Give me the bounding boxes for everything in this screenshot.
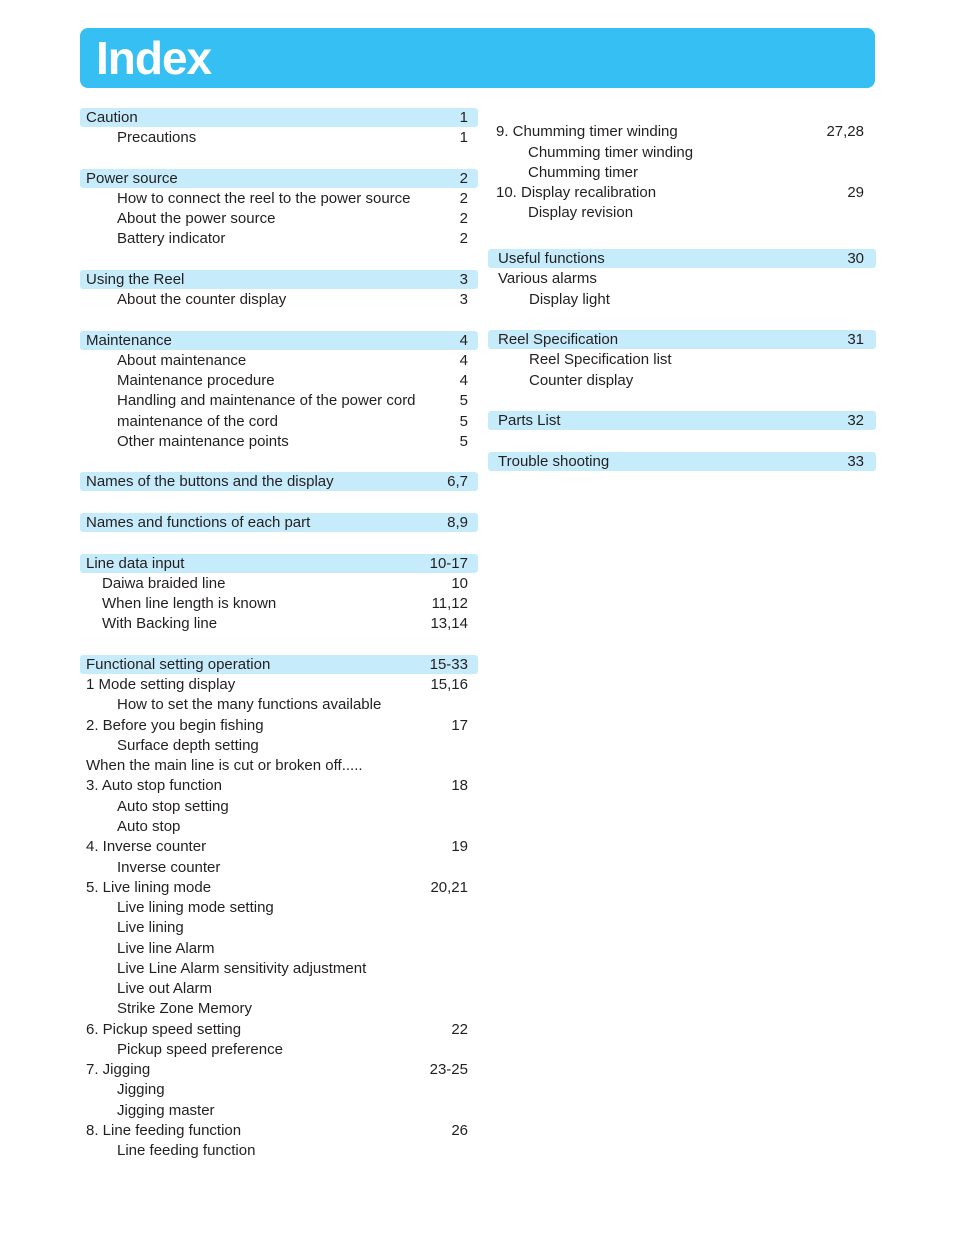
index-entry — [80, 351, 478, 370]
index-entry — [80, 614, 478, 633]
entry-label: 5. Live lining mode — [86, 879, 212, 896]
index-section-header — [80, 331, 478, 350]
entry-page-number: 26 — [451, 1122, 468, 1139]
index-entry — [80, 371, 478, 390]
entry-label: Line feeding function — [117, 1142, 256, 1159]
index-entry — [80, 432, 478, 451]
entry-label: Display light — [529, 291, 610, 308]
entry-label: About maintenance — [117, 352, 247, 369]
entry-page-number: 4 — [459, 372, 468, 389]
index-entry — [80, 594, 478, 613]
index-section-header — [80, 513, 478, 532]
index-entry — [488, 269, 876, 288]
index-section-header — [488, 411, 876, 430]
entry-page-number: 20,21 — [430, 879, 468, 896]
entry-label: Jigging — [117, 1081, 165, 1098]
entry-label: Names and functions of each part — [86, 514, 311, 531]
index-entry — [80, 898, 478, 917]
entry-page-number: 18 — [451, 777, 468, 794]
index-section-header — [488, 330, 876, 349]
entry-label: Counter display — [529, 372, 634, 389]
index-entry — [488, 183, 876, 202]
entry-page-number: 6,7 — [447, 473, 468, 490]
entry-label: Pickup speed preference — [117, 1041, 283, 1058]
index-section-header — [488, 249, 876, 268]
entry-label: Live Line Alarm sensitivity adjustment — [117, 960, 367, 977]
index-section-header — [80, 472, 478, 491]
entry-label: With Backing line — [102, 615, 218, 632]
entry-label: Useful functions — [498, 250, 605, 267]
index-entry — [80, 999, 478, 1018]
entry-label: Reel Specification — [498, 331, 619, 348]
index-entry — [80, 412, 478, 431]
entry-label: 9. Chumming timer winding — [496, 123, 678, 140]
entry-label: Maintenance — [86, 332, 172, 349]
entry-label: 3. Auto stop function — [86, 777, 222, 794]
entry-label: How to set the many functions available — [117, 696, 382, 713]
entry-page-number: 31 — [847, 331, 864, 348]
entry-page-number: 27,28 — [826, 123, 864, 140]
index-entry — [488, 122, 876, 141]
entry-page-number: 1 — [459, 109, 468, 126]
entry-label: Parts List — [498, 412, 561, 429]
index-entry — [488, 143, 876, 162]
entry-page-number: 32 — [847, 412, 864, 429]
index-entry — [80, 290, 478, 309]
entry-label: Power source — [86, 170, 178, 187]
index-entry — [80, 1040, 478, 1059]
index-entry — [80, 574, 478, 593]
entry-label: Various alarms — [498, 270, 597, 287]
entry-label: Auto stop setting — [117, 798, 229, 815]
entry-label: Names of the buttons and the display — [86, 473, 334, 490]
entry-label: Live out Alarm — [117, 980, 213, 997]
entry-label: Chumming timer — [528, 164, 639, 181]
entry-label: Maintenance procedure — [117, 372, 275, 389]
index-section-header — [488, 452, 876, 471]
index-section-header — [80, 554, 478, 573]
entry-page-number: 4 — [459, 332, 468, 349]
index-entry — [80, 1101, 478, 1120]
entry-page-number: 13,14 — [430, 615, 468, 632]
index-section-header — [80, 108, 478, 127]
index-entry — [80, 736, 478, 755]
index-entry — [488, 290, 876, 309]
entry-page-number: 15-33 — [429, 656, 468, 673]
index-entry — [80, 695, 478, 714]
index-entry — [80, 918, 478, 937]
index-entry — [488, 371, 876, 390]
index-entry — [80, 837, 478, 856]
entry-page-number: 8,9 — [447, 514, 468, 531]
entry-label: 1 Mode setting display — [86, 676, 236, 693]
entry-label: When the main line is cut or broken off..... — [86, 757, 363, 774]
entry-label: 2. Before you begin fishing — [86, 717, 264, 734]
entry-label: Chumming timer winding — [528, 144, 694, 161]
entry-page-number: 17 — [451, 717, 468, 734]
index-entry — [80, 959, 478, 978]
entry-label: Trouble shooting — [498, 453, 610, 470]
entry-label: 4. Inverse counter — [86, 838, 207, 855]
entry-label: When line length is known — [102, 595, 277, 612]
entry-label: Auto stop — [117, 818, 181, 835]
entry-label: Daiwa braided line — [102, 575, 226, 592]
entry-page-number: 33 — [847, 453, 864, 470]
index-section-header — [80, 655, 478, 674]
entry-label: 6. Pickup speed setting — [86, 1021, 242, 1038]
entry-label: maintenance of the cord — [117, 413, 278, 430]
index-entry — [80, 1060, 478, 1079]
index-banner — [80, 28, 875, 88]
index-entry — [80, 716, 478, 735]
entry-page-number: 2 — [459, 230, 468, 247]
index-entry — [80, 979, 478, 998]
entry-page-number: 30 — [847, 250, 864, 267]
entry-page-number: 29 — [847, 184, 864, 201]
entry-label: Functional setting operation — [86, 656, 271, 673]
entry-label: Other maintenance points — [117, 433, 289, 450]
entry-page-number: 15,16 — [430, 676, 468, 693]
entry-page-number: 2 — [459, 190, 468, 207]
entry-page-number: 4 — [459, 352, 468, 369]
entry-page-number: 23-25 — [429, 1061, 468, 1078]
entry-page-number: 5 — [459, 392, 468, 409]
index-entry — [488, 203, 876, 222]
entry-page-number: 1 — [459, 129, 468, 146]
index-entry — [80, 675, 478, 694]
entry-page-number: 3 — [459, 271, 468, 288]
entry-page-number: 3 — [459, 291, 468, 308]
entry-page-number: 10-17 — [429, 555, 468, 572]
entry-label: Live line Alarm — [117, 940, 215, 957]
index-entry — [80, 878, 478, 897]
index-entry — [80, 1141, 478, 1160]
index-entry — [80, 1080, 478, 1099]
entry-label: About the counter display — [117, 291, 287, 308]
entry-label: Handling and maintenance of the power cord — [117, 392, 416, 409]
index-entry — [80, 209, 478, 228]
index-entry — [488, 163, 876, 182]
index-entry — [80, 189, 478, 208]
index-entry — [80, 391, 478, 410]
entry-label: Live lining mode setting — [117, 899, 274, 916]
index-entry — [488, 350, 876, 369]
entry-label: Caution — [86, 109, 138, 126]
entry-label: Surface depth setting — [117, 737, 259, 754]
entry-label: Line data input — [86, 555, 185, 572]
entry-page-number: 19 — [451, 838, 468, 855]
entry-label: Live lining — [117, 919, 184, 936]
entry-page-number: 2 — [459, 170, 468, 187]
entry-label: 7. Jigging — [86, 1061, 151, 1078]
entry-label: Reel Specification list — [529, 351, 672, 368]
entry-label: 8. Line feeding function — [86, 1122, 242, 1139]
index-entry — [80, 817, 478, 836]
entry-page-number: 22 — [451, 1021, 468, 1038]
index-entry — [80, 1121, 478, 1140]
index-entry — [80, 797, 478, 816]
index-section-header — [80, 270, 478, 289]
index-section-header — [80, 169, 478, 188]
entry-label: How to connect the reel to the power source — [117, 190, 411, 207]
index-entry — [80, 128, 478, 147]
index-entry — [80, 229, 478, 248]
entry-page-number: 11,12 — [431, 595, 468, 612]
entry-page-number: 2 — [459, 210, 468, 227]
page-title: Index — [96, 32, 212, 84]
entry-page-number: 5 — [459, 413, 468, 430]
index-entry — [80, 776, 478, 795]
entry-label: Display revision — [528, 204, 634, 221]
entry-label: Using the Reel — [86, 271, 185, 288]
entry-label: About the power source — [117, 210, 276, 227]
entry-label: Strike Zone Memory — [117, 1000, 253, 1017]
entry-label: Precautions — [117, 129, 197, 146]
index-entry — [80, 756, 478, 775]
entry-page-number: 10 — [451, 575, 468, 592]
entry-label: Jigging master — [117, 1102, 215, 1119]
index-entry — [80, 858, 478, 877]
entry-page-number: 5 — [459, 433, 468, 450]
entry-label: 10. Display recalibration — [496, 184, 657, 201]
index-entry — [80, 1020, 478, 1039]
entry-label: Battery indicator — [117, 230, 226, 247]
index-entry — [80, 939, 478, 958]
entry-label: Inverse counter — [117, 859, 221, 876]
